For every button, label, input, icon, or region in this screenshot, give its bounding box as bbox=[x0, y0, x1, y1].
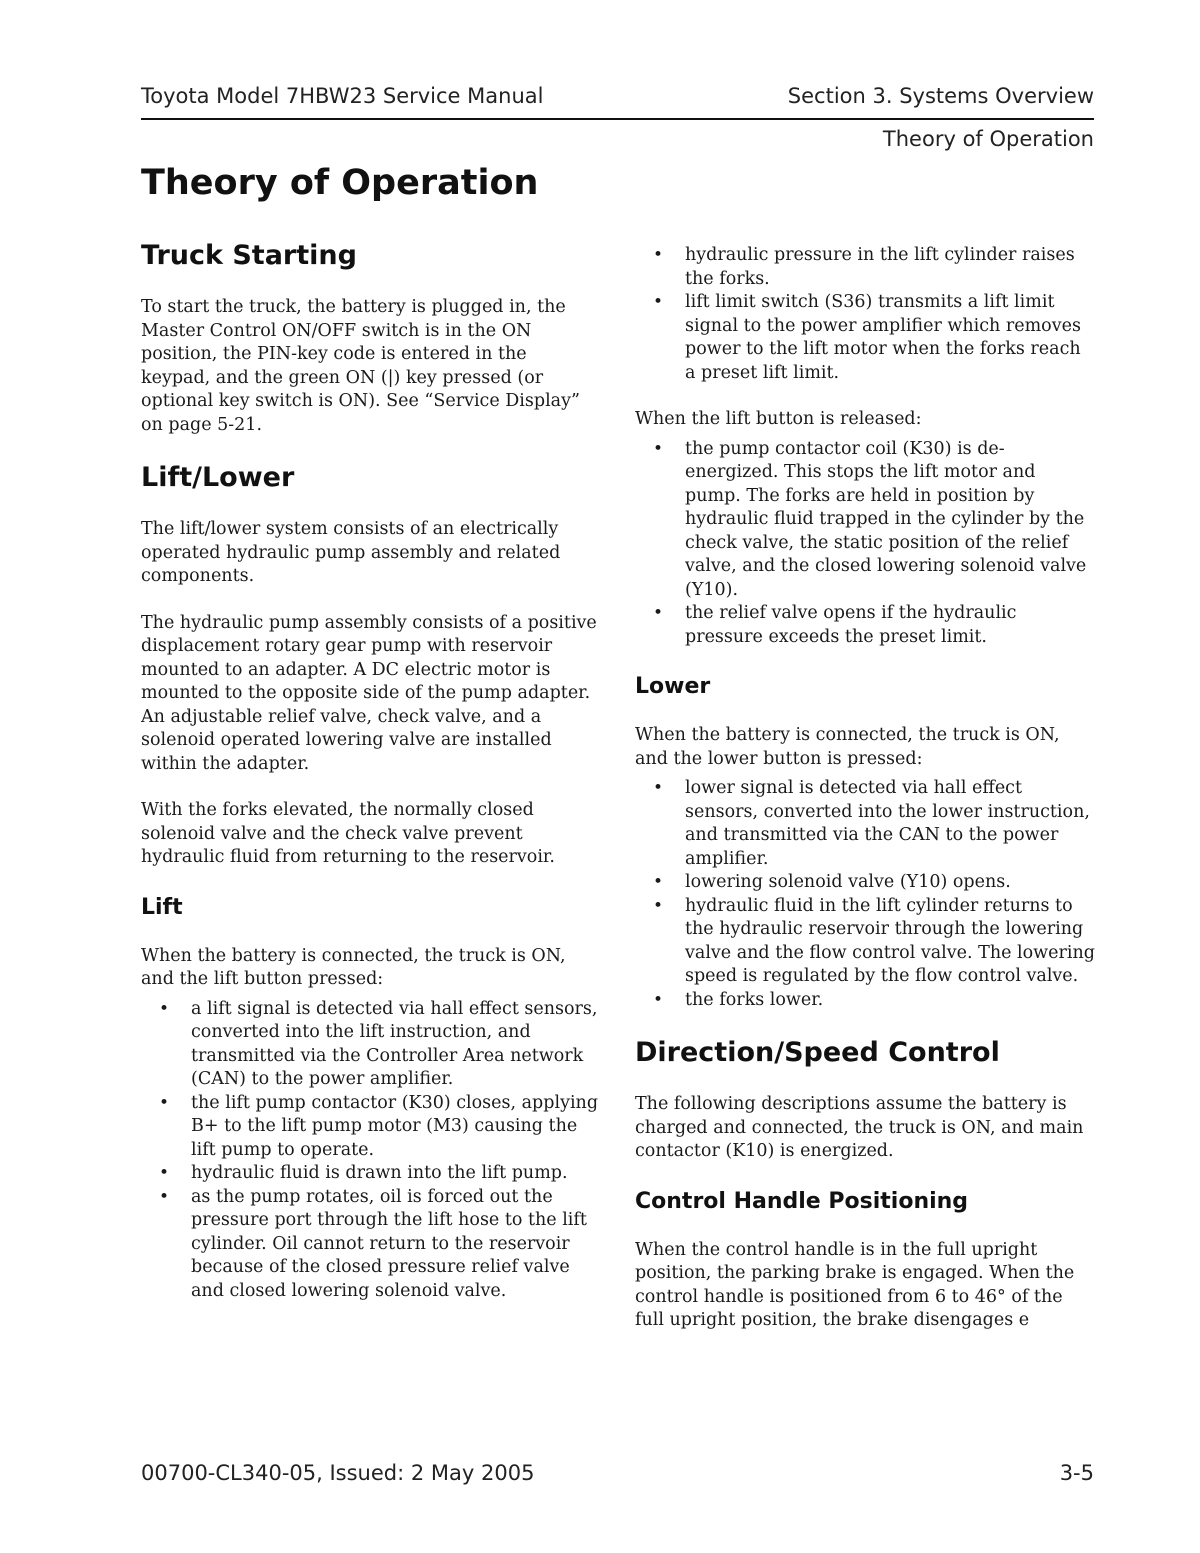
lift-bullet-list bbox=[141, 998, 601, 1304]
header-subsection-title: Theory of Operation bbox=[882, 127, 1094, 151]
list-item: • the forks lower. bbox=[635, 989, 1095, 1013]
footer-document-id: 00700-CL340-05, Issued: 2 May 2005 bbox=[141, 1461, 535, 1485]
lower-intro: When the battery is connected, the truck is ON, and the lower button is pressed: bbox=[635, 725, 1060, 769]
lift-lower-paragraph-2: The hydraulic pump assembly consists of a positive displacement rotary gear pump with reservoir mounted to an adapter. A DC electric motor is mounted to the opposite side of the pump adapter. An adjustable relief valve, check valve, and a solenoid operated lowering valve are installed within the adapter. bbox=[141, 612, 597, 774]
heading-truck-starting: Truck Starting bbox=[141, 240, 357, 271]
heading-lift: Lift bbox=[141, 894, 183, 920]
list-item: • the lift pump contactor (K30) closes, applying B+ to the lift pump motor (M3) causing the lift pump to operate. bbox=[141, 1092, 601, 1163]
lift-released-bullet-list bbox=[635, 438, 1095, 650]
left-column bbox=[141, 238, 601, 1326]
list-item: • hydraulic pressure in the lift cylinder raises the forks. bbox=[635, 244, 1095, 291]
page-title: Theory of Operation bbox=[141, 163, 539, 203]
list-item: • lowering solenoid valve (Y10) opens. bbox=[635, 871, 1095, 895]
list-item: • the relief valve opens if the hydraulic pressure exceeds the preset limit. bbox=[635, 602, 1095, 649]
lift-released-intro: When the lift button is released: bbox=[635, 409, 922, 429]
list-item: • the pump contactor coil (K30) is de-energized. This stops the lift motor and pump. The forks are held in position by hydraulic fluid trapped in the cylinder by the check valve, the static position of the relief valve, and the closed lowering solenoid valve (Y10). bbox=[635, 438, 1095, 603]
header-section-title: Section 3. Systems Overview bbox=[787, 84, 1094, 108]
lower-bullet-list bbox=[635, 777, 1095, 1012]
lift-bullet-list-continued bbox=[635, 244, 1095, 385]
direction-speed-paragraph: The following descriptions assume the battery is charged and connected, the truck is ON, and main contactor (K10) is energized. bbox=[635, 1094, 1084, 1161]
list-item: • hydraulic fluid in the lift cylinder returns to the hydraulic reservoir through the lowering valve and the flow control valve. The lowering speed is regulated by the flow control valve. bbox=[635, 895, 1095, 989]
control-handle-paragraph: When the control handle is in the full upright position, the parking brake is engaged. When the control handle is positioned from 6 to 46° of the full upright position, the brake disengages e bbox=[635, 1239, 1075, 1330]
lift-lower-paragraph-1: The lift/lower system consists of an electrically operated hydraulic pump assembly and related components. bbox=[141, 519, 561, 586]
heading-control-handle-positioning: Control Handle Positioning bbox=[635, 1188, 969, 1214]
list-item: • lower signal is detected via hall effect sensors, converted into the lower instruction, and transmitted via the CAN to the power amplifier. bbox=[635, 777, 1095, 871]
heading-lower: Lower bbox=[635, 674, 711, 699]
footer-page-number: 3-5 bbox=[1059, 1461, 1094, 1485]
heading-lift-lower: Lift/Lower bbox=[141, 462, 295, 493]
truck-starting-paragraph: To start the truck, the battery is plugged in, the Master Control ON/OFF switch is in the ON position, the PIN-key code is entered in the keypad, and the green ON (|) key pressed (or optional key switch is ON). See “Service Display” on page 5-21. bbox=[141, 297, 580, 435]
list-item: • hydraulic fluid is drawn into the lift pump. bbox=[141, 1162, 601, 1186]
list-item: • as the pump rotates, oil is forced out the pressure port through the lift hose to the lift cylinder. Oil cannot return to the reservoir because of the closed pressure relief valve and closed lowering solenoid valve. bbox=[141, 1186, 601, 1304]
header-divider bbox=[141, 118, 1094, 120]
header-manual-title: Toyota Model 7HBW23 Service Manual bbox=[141, 84, 544, 108]
heading-direction-speed-control: Direction/Speed Control bbox=[635, 1037, 1000, 1068]
list-item: • lift limit switch (S36) transmits a lift limit signal to the power amplifier which removes power to the lift motor when the forks reach a preset lift limit. bbox=[635, 291, 1095, 385]
right-column bbox=[635, 244, 1095, 1356]
lift-intro: When the battery is connected, the truck is ON, and the lift button pressed: bbox=[141, 945, 566, 989]
list-item: • a lift signal is detected via hall effect sensors, converted into the lift instruction, and transmitted via the Controller Area network (CAN) to the power amplifier. bbox=[141, 998, 601, 1092]
lift-lower-paragraph-3: With the forks elevated, the normally closed solenoid valve and the check valve prevent hydraulic fluid from returning to the reservoir. bbox=[141, 800, 555, 867]
